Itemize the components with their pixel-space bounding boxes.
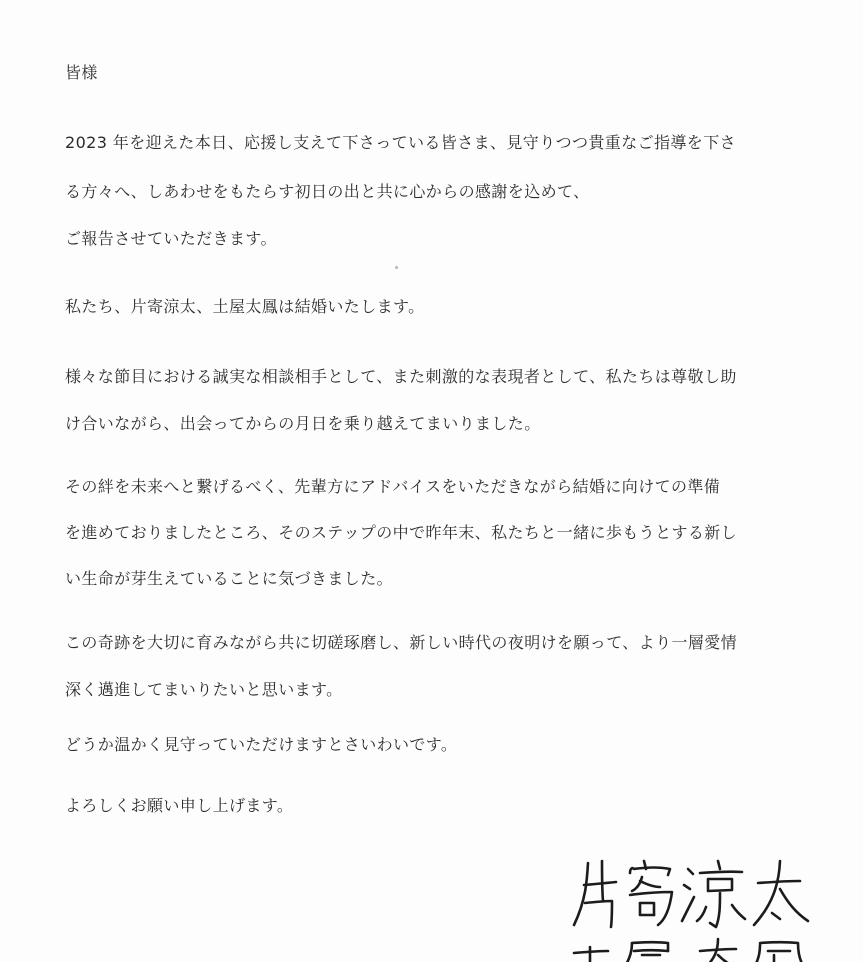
signature-strokes (560, 855, 860, 962)
letter-line-9: い生命が芽生えていることに気づきました。 (65, 569, 394, 588)
letter-line-10: この奇跡を大切に育みながら共に切磋琢磨し、新しい時代の夜明けを願って、より一層愛情 (65, 633, 738, 652)
letter-line-7: その絆を未来へと繋げるべく、先輩方にアドバイスをいただきながら結婚に向けての準備 (65, 477, 721, 496)
letter-line-1: 2023 年を迎えた本日、応援し支えて下さっている皆さま、見守りつつ貴重なご指導を下さ (65, 133, 737, 152)
paper-speck (395, 266, 398, 269)
letter-line-13: よろしくお願い申し上げます。 (65, 796, 294, 815)
letter-line-12: どうか温かく見守っていただけますとさいわいです。 (65, 735, 458, 754)
letter-line-2: る方々へ、しあわせをもたらす初日の出と共に心からの感謝を込めて、 (65, 182, 590, 201)
letter-line-6: け合いながら、出会ってからの月日を乗り越えてまいりました。 (65, 414, 541, 433)
handwritten-signature (560, 855, 860, 962)
letter-line-8: を進めておりましたところ、そのステップの中で昨年末、私たちと一緒に歩もうとする新し (65, 523, 738, 542)
letter-line-11: 深く邁進してまいりたいと思います。 (65, 680, 343, 699)
letter-line-5: 様々な節目における誠実な相談相手として、また刺激的な表現者として、私たちは尊敬し助 (65, 367, 737, 386)
letter-line-3: ご報告させていただきます。 (65, 229, 277, 248)
letter-line-4: 私たち、片寄涼太、土屋太鳳は結婚いたします。 (65, 297, 425, 316)
salutation: 皆様 (65, 63, 98, 82)
